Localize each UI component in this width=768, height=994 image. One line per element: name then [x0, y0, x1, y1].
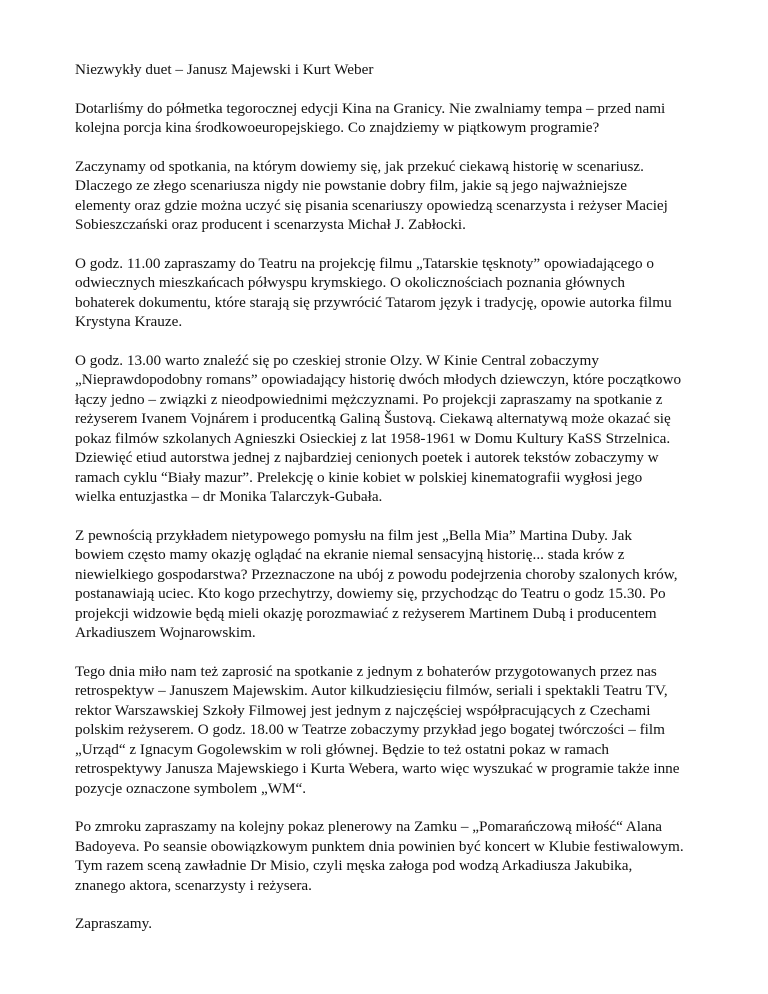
paragraph-line: odwiecznych mieszkańcach półwyspu krymskiego. O okolicznościach poznania głównych — [75, 274, 625, 291]
paragraph-line: O godz. 13.00 warto znaleźć się po czeskiej stronie Olzy. W Kinie Central zobaczymy — [75, 351, 599, 369]
paragraph-line: Arkadiuszem Wojnarowskim. — [75, 624, 256, 641]
paragraph-line: „Nieprawdopodobny romans” opowiadający historię dwóch młodych dziewczyn, które początkowo — [75, 371, 682, 388]
paragraph-line: rektor Warszawskiej Szkoły Filmowej jest jednym z najczęściej współpracujących z Czechami — [75, 701, 651, 719]
paragraph-line: Krystyna Krauze. — [75, 313, 183, 330]
paragraph — [75, 662, 715, 799]
paragraph-line: Dotarliśmy do półmetka tegorocznej edycji Kina na Granicy. Nie zwalniamy tempa – przed nami — [75, 99, 666, 117]
paragraph — [75, 351, 715, 507]
paragraph — [75, 99, 715, 138]
document-title: Niezwykły duet – Janusz Majewski i Kurt Weber — [75, 61, 374, 78]
paragraph-line: Sobieszczański oraz producent i scenarzysta Michał J. Zabłocki. — [75, 216, 466, 233]
paragraph-line: Tym razem sceną zawładnie Dr Misio, czyli męska załoga pod wodzą Arkadiusza Jakubika, — [75, 857, 633, 874]
paragraph-line: łączy jedno – związki z nieodpowiednimi mężczyznami. Po projekcji zapraszamy na spotkanie z — [75, 390, 663, 408]
paragraph — [75, 254, 715, 332]
paragraph-line: pozycje oznaczone symbolem „WM“. — [75, 779, 307, 797]
paragraph-line: Zapraszamy. — [75, 915, 153, 932]
paragraph — [75, 157, 715, 235]
paragraph — [75, 914, 715, 934]
document-body — [75, 99, 715, 934]
paragraph-line: ramach cyklu “Biały mazur”. Prelekcję o kinie kobiet w polskiej kinematografii wygłosi jego — [75, 468, 643, 486]
paragraph-line: Tego dnia miło nam też zaprosić na spotkanie z jednym z bohaterów przygotowanych przez nas — [75, 662, 657, 680]
paragraph-line: retrospektywy Janusza Majewskiego i Kurta Webera, warto więc wyszukać w programie także inne — [75, 760, 680, 777]
paragraph-line: „Urząd“ z Ignacym Gogolewskim w roli głównej. Będzie to też ostatni pokaz w ramach — [75, 740, 609, 758]
paragraph — [75, 817, 715, 895]
document-page — [75, 60, 715, 953]
paragraph-line: elementy oraz gdzie można uczyć się pisania scenariuszy opowiedzą scenarzysta i reżyser Maciej — [75, 196, 668, 214]
paragraph-line: reżyserem Ivanem Vojnárem i producentką Galiną Šustovą. Ciekawą alternatywą może okazać się — [75, 410, 671, 427]
paragraph-line: niewielkiego gospodarstwa? Przeznaczone na ubój z powodu podejrzenia choroby szalonych krów, — [75, 565, 678, 583]
paragraph-line: projekcji widzowie będą mieli okazję porozmawiać z reżyserem Martinem Dubą i producentem — [75, 604, 657, 622]
paragraph-line: postanawiają uciec. Kto kogo przechytrzy, dowiemy się, przychodząc do Teatru o godz 15.30. Po — [75, 585, 666, 602]
paragraph-line: retrospektyw – Januszem Majewskim. Autor kilkudziesięciu filmów, seriali i spektakli Teatru TV, — [75, 682, 668, 699]
paragraph-line: Z pewnością przykładem nietypowego pomysłu na film jest „Bella Mia” Martina Duby. Jak — [75, 526, 633, 544]
paragraph-line: polskim reżyserem. O godz. 18.00 w Teatrze zobaczymy przykład jego bogatej twórczości – film — [75, 721, 665, 738]
paragraph-line: Po zmroku zapraszamy na kolejny pokaz plenerowy na Zamku – „Pomarańczową miłość“ Alana — [75, 818, 663, 835]
paragraph-line: kolejna porcja kina środkowoeuropejskiego. Co znajdziemy w piątkowym programie? — [75, 119, 600, 136]
paragraph-line: Zaczynamy od spotkania, na którym dowiemy się, jak przekuć ciekawą historię w scenariusz. — [75, 157, 644, 175]
paragraph-line: Dlaczego ze złego scenariusza nigdy nie powstanie dobry film, jakie są jego najważniejsze — [75, 177, 628, 194]
paragraph-line: O godz. 11.00 zapraszamy do Teatru na projekcję filmu „Tatarskie tęsknoty” opowiadającego o — [75, 254, 655, 272]
paragraph-line: znanego aktora, scenarzysty i reżysera. — [75, 876, 312, 894]
paragraph-line: pokaz filmów szkolanych Agnieszki Osieckiej z lat 1958-1961 w Domu Kultury KaSS Strzelnica. — [75, 429, 671, 447]
paragraph-line: bowiem często mamy okazję oglądać na ekranie niemal sensacyjną historię... stada krów z — [75, 546, 625, 563]
paragraph-line: Dziewięć etiud autorstwa jednej z najbardziej cenionych poetek i autorek tekstów zobaczymy w — [75, 449, 659, 466]
paragraph-line: bohaterek dokumentu, które starają się przywrócić Tatarom język i tradycję, opowie autorka filmu — [75, 293, 672, 311]
paragraph — [75, 526, 715, 643]
paragraph-line: Badoyeva. Po seansie obowiązkowym punktem dnia powinien być koncert w Klubie festiwalowym. — [75, 837, 684, 855]
paragraph-line: wielka entuzjastka – dr Monika Talarczyk-Gubała. — [75, 488, 383, 505]
